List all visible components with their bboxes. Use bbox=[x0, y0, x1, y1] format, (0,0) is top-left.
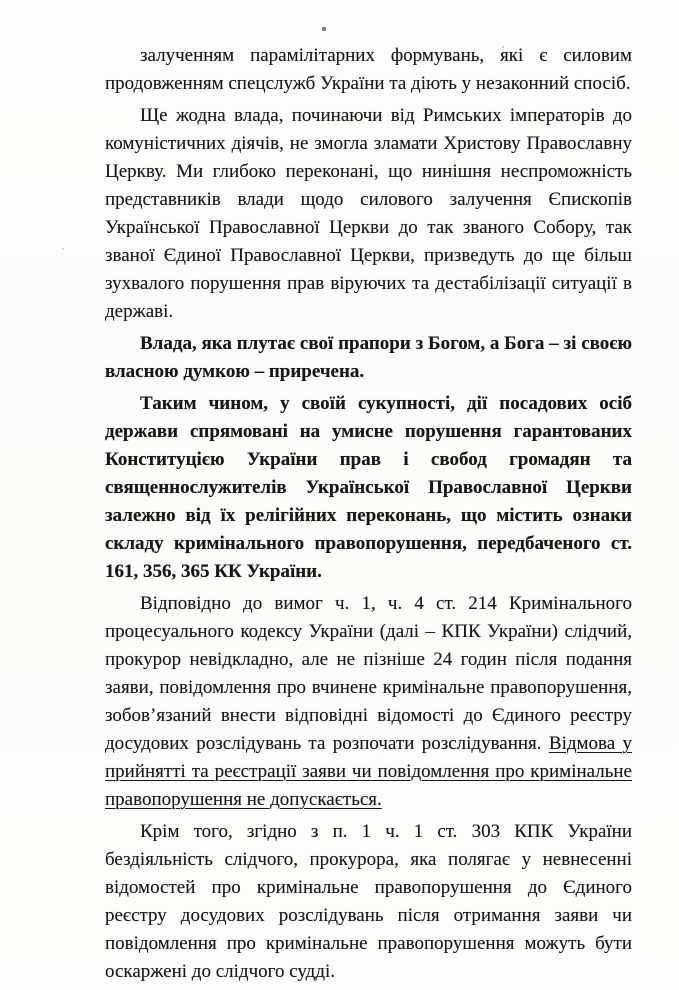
paragraph-continuation bbox=[105, 42, 632, 98]
paragraph-text: Відповідно до вимог ч. 1, ч. 4 ст. 214 Кримінального процесуального кодексу України (далі – КПК України) слідчий, прокурор невідкладно, але не пізніше 24 годин після подання заяви, повідомлення про вчинене кримінальне правопорушення, зобов’язаний внести відповідні відомості до Єдиного реєстру досудових розслідувань та розпочати розслідування. bbox=[105, 593, 632, 754]
paragraph-bold-conclusion bbox=[105, 390, 632, 586]
scan-artifact bbox=[62, 248, 64, 250]
document-text-block bbox=[105, 42, 632, 990]
paragraph-text: залученням парамілітарних формувань, які є силовим продовженням спецслужб України та діють у незаконний спосіб. bbox=[105, 45, 632, 94]
underlined-legal-clause: Відмова у прийнятті та реєстрації заяви чи повідомлення про кримінальне правопорушення не допускається. bbox=[105, 733, 633, 810]
paragraph-text: Ще жодна влада, починаючи від Римських імператорів до комуністичних діячів, не змогла зламати Христову Православну Церкву. Ми глибоко переконані, що нинішня неспроможність представників влади щодо силового залучення Єпископів Української Православної Церкви до так званого Собору, так званої Єдиної Православної Церкви, призведуть до ще більш зухвалого порушення прав віруючих та дестабілізації ситуації в державі. bbox=[105, 105, 632, 322]
paragraph-kpk-214 bbox=[105, 590, 632, 814]
scan-artifact bbox=[322, 27, 326, 31]
paragraph-church-history bbox=[105, 102, 632, 326]
paragraph-text: Таким чином, у своїй сукупності, дії посадових осіб держави спрямовані на умисне порушення гарантованих Конституцією України прав і свобод громадян та священнослужителів Української Православної Церкви залежно від їх релігійних переконань, що містить ознаки складу кримінального правопорушення, передбаченого ст. 161, 356, 365 КК України. bbox=[105, 393, 632, 582]
paragraph-text: Влада, яка плутає свої прапори з Богом, а Бога – зі своєю власною думкою – приречена. bbox=[105, 333, 632, 382]
paragraph-text: Крім того, згідно з п. 1 ч. 1 ст. 303 КПК України бездіяльність слідчого, прокурора, яка полягає у невнесенні відомостей про кримінальне правопорушення до Єдиного реєстру досудових розслідувань після отримання заяви чи повідомлення про кримінальне правопорушення можуть бути оскаржені до слідчого судді. bbox=[105, 821, 632, 982]
paragraph-kpk-303 bbox=[105, 818, 632, 986]
paragraph-bold-aphorism bbox=[105, 330, 632, 386]
